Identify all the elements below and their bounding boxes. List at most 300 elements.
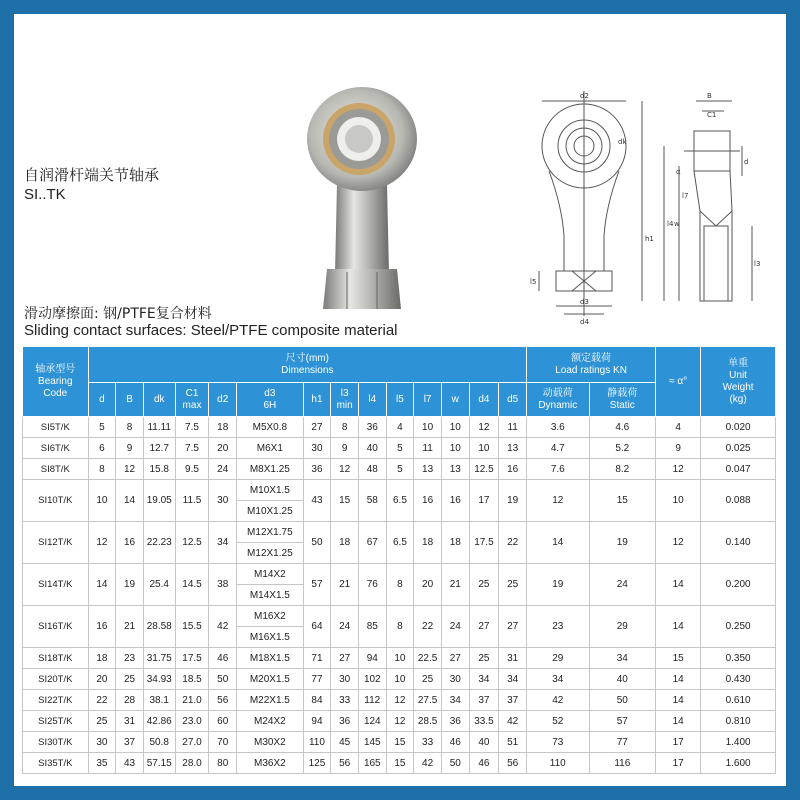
cell-l3: 9 [331,438,359,459]
cell-l5: 12 [386,690,414,711]
cell-d2: 46 [209,648,237,669]
cell-alpha: 4 [656,417,701,438]
page-frame [14,14,786,786]
table-row [23,480,776,501]
cell-alpha: 12 [656,522,701,564]
cell-d: 5 [88,417,116,438]
col-l3: l3 min [331,383,359,417]
cell-code: SI30T/K [23,732,89,753]
cell-dk: 31.75 [143,648,175,669]
col-dynamic: 动载荷 Dynamic [527,383,589,417]
cell-l3: 56 [331,753,359,774]
cell-code: SI20T/K [23,669,89,690]
cell-l4: 85 [358,606,386,648]
cell-d: 14 [88,564,116,606]
cell-l7: 22 [414,606,442,648]
cell-l5: 6.5 [386,480,414,522]
cell-d4: 37 [469,690,499,711]
cell-d2: 60 [209,711,237,732]
cell-l3: 18 [331,522,359,564]
cell-w: 10 [441,438,469,459]
cell-d3: M10X1.5 [237,480,304,501]
cell-w: 21 [441,564,469,606]
cell-stat: 15 [589,480,656,522]
cell-code: SI12T/K [23,522,89,564]
cell-weight: 0.810 [701,711,776,732]
cell-alpha: 14 [656,564,701,606]
cell-h1: 64 [303,606,331,648]
cell-code: SI35T/K [23,753,89,774]
cell-dyn: 73 [527,732,589,753]
cell-l3: 30 [331,669,359,690]
cell-l5: 8 [386,564,414,606]
col-C1: C1 max [175,383,209,417]
cell-dk: 12.7 [143,438,175,459]
cell-l3: 27 [331,648,359,669]
cell-l4: 40 [358,438,386,459]
cell-d: 8 [88,459,116,480]
label-B: B [707,92,712,100]
cell-d2: 80 [209,753,237,774]
cell-w: 16 [441,480,469,522]
cell-h1: 71 [303,648,331,669]
table-row [23,459,776,480]
cell-w: 13 [441,459,469,480]
cell-dk: 42.86 [143,711,175,732]
cell-d3: M24X2 [237,711,304,732]
col-l7: l7 [414,383,442,417]
cell-dk: 25.4 [143,564,175,606]
cell-d: 25 [88,711,116,732]
angle-header: ≈ α° [656,347,701,417]
cell-dk: 11.11 [143,417,175,438]
spec-table-head [23,347,776,417]
cell-l4: 58 [358,480,386,522]
cell-dyn: 23 [527,606,589,648]
cell-dk: 22.23 [143,522,175,564]
label-alpha: α [676,168,681,176]
cell-B: 19 [116,564,144,606]
cell-B: 25 [116,669,144,690]
cell-stat: 40 [589,669,656,690]
cell-C1: 12.5 [175,522,209,564]
cell-l7: 27.5 [414,690,442,711]
cell-l4: 94 [358,648,386,669]
cell-C1: 7.5 [175,438,209,459]
cell-B: 28 [116,690,144,711]
cell-d5: 51 [499,732,527,753]
cell-alpha: 14 [656,690,701,711]
cell-d2: 34 [209,522,237,564]
cell-w: 46 [441,732,469,753]
cell-stat: 24 [589,564,656,606]
cell-C1: 28.0 [175,753,209,774]
cell-d4: 34 [469,669,499,690]
cell-d2: 56 [209,690,237,711]
cell-w: 10 [441,417,469,438]
cell-C1: 27.0 [175,732,209,753]
cell-code: SI8T/K [23,459,89,480]
cell-l4: 48 [358,459,386,480]
label-w: w [674,220,680,228]
cell-stat: 50 [589,690,656,711]
cell-alpha: 17 [656,753,701,774]
cell-C1: 17.5 [175,648,209,669]
cell-l3: 33 [331,690,359,711]
cell-d3: M18X1.5 [237,648,304,669]
cell-dk: 38.1 [143,690,175,711]
cell-B: 8 [116,417,144,438]
cell-l4: 145 [358,732,386,753]
weight-header: 单重 Unit Weight (kg) [701,347,776,417]
cell-code: SI16T/K [23,606,89,648]
cell-d4: 25 [469,648,499,669]
spec-table-body [23,417,776,774]
cell-code: SI14T/K [23,564,89,606]
cell-d: 30 [88,732,116,753]
cell-l7: 25 [414,669,442,690]
cell-l5: 15 [386,732,414,753]
col-h1: h1 [303,383,331,417]
cell-d2: 70 [209,732,237,753]
cell-d4: 10 [469,438,499,459]
cell-l7: 18 [414,522,442,564]
cell-alpha: 15 [656,648,701,669]
cell-d3: M14X2 [237,564,304,585]
cell-d4: 46 [469,753,499,774]
cell-l7: 11 [414,438,442,459]
cell-stat: 4.6 [589,417,656,438]
cell-h1: 94 [303,711,331,732]
cell-B: 14 [116,480,144,522]
label-d2: d2 [580,92,589,100]
cell-weight: 0.047 [701,459,776,480]
col-static: 静载荷 Static [589,383,656,417]
cell-d: 20 [88,669,116,690]
cell-l3: 45 [331,732,359,753]
cell-C1: 11.5 [175,480,209,522]
cell-alpha: 10 [656,480,701,522]
cell-d3: M20X1.5 [237,669,304,690]
cell-C1: 18.5 [175,669,209,690]
cell-l5: 5 [386,438,414,459]
cell-h1: 27 [303,417,331,438]
cell-code: SI5T/K [23,417,89,438]
cell-l4: 36 [358,417,386,438]
sliding-surface-cn: 滑动摩擦面: 钢/PTFE复合材料 [24,306,212,322]
cell-d: 6 [88,438,116,459]
table-row [23,648,776,669]
cell-l5: 15 [386,753,414,774]
cell-l5: 10 [386,648,414,669]
cell-h1: 36 [303,459,331,480]
cell-d4: 25 [469,564,499,606]
cell-l7: 10 [414,417,442,438]
cell-stat: 5.2 [589,438,656,459]
cell-l5: 6.5 [386,522,414,564]
cell-d4: 17.5 [469,522,499,564]
cell-w: 18 [441,522,469,564]
table-row [23,438,776,459]
cell-w: 27 [441,648,469,669]
cell-d4: 27 [469,606,499,648]
cell-h1: 50 [303,522,331,564]
spec-table [22,346,776,774]
cell-dk: 34.93 [143,669,175,690]
col-d3: d3 6H [237,383,304,417]
cell-stat: 116 [589,753,656,774]
cell-code: SI18T/K [23,648,89,669]
cell-l4: 76 [358,564,386,606]
cell-h1: 84 [303,690,331,711]
dimensions-header: 尺寸(mm) Dimensions [88,347,526,383]
cell-alpha: 17 [656,732,701,753]
label-l5: l5 [530,278,537,286]
cell-h1: 77 [303,669,331,690]
cell-l5: 12 [386,711,414,732]
label-h1: h1 [645,235,654,243]
cell-l5: 5 [386,459,414,480]
cell-d5: 11 [499,417,527,438]
cell-w: 24 [441,606,469,648]
label-l7: l7 [682,192,689,200]
cell-dyn: 34 [527,669,589,690]
cell-alpha: 14 [656,711,701,732]
cell-d3: M10X1.25 [237,501,304,522]
cell-weight: 1.600 [701,753,776,774]
product-title-en: SI..TK [24,186,66,203]
cell-d2: 38 [209,564,237,606]
cell-code: SI6T/K [23,438,89,459]
table-row [23,711,776,732]
cell-dyn: 14 [527,522,589,564]
cell-C1: 14.5 [175,564,209,606]
cell-dyn: 19 [527,564,589,606]
cell-h1: 43 [303,480,331,522]
col-l5: l5 [386,383,414,417]
cell-l3: 8 [331,417,359,438]
cell-l3: 12 [331,459,359,480]
technical-drawing [524,86,774,326]
cell-weight: 0.020 [701,417,776,438]
col-w: w [441,383,469,417]
cell-d2: 50 [209,669,237,690]
cell-B: 9 [116,438,144,459]
cell-w: 50 [441,753,469,774]
cell-weight: 0.025 [701,438,776,459]
cell-dyn: 3.6 [527,417,589,438]
cell-weight: 0.088 [701,480,776,522]
rod-end-photo [297,84,427,314]
cell-l3: 36 [331,711,359,732]
cell-dyn: 110 [527,753,589,774]
cell-stat: 19 [589,522,656,564]
table-row [23,564,776,585]
cell-dyn: 4.7 [527,438,589,459]
product-title-cn: 自润滑杆端关节轴承 [24,166,160,184]
cell-w: 36 [441,711,469,732]
cell-d4: 12.5 [469,459,499,480]
cell-l7: 33 [414,732,442,753]
cell-d: 16 [88,606,116,648]
cell-weight: 0.140 [701,522,776,564]
cell-d2: 20 [209,438,237,459]
cell-d3: M16X2 [237,606,304,627]
cell-l5: 4 [386,417,414,438]
cell-d5: 31 [499,648,527,669]
cell-d: 35 [88,753,116,774]
cell-l7: 16 [414,480,442,522]
cell-d4: 40 [469,732,499,753]
cell-C1: 21.0 [175,690,209,711]
cell-dyn: 7.6 [527,459,589,480]
cell-C1: 7.5 [175,417,209,438]
table-row [23,522,776,543]
cell-d4: 12 [469,417,499,438]
cell-d: 22 [88,690,116,711]
cell-dyn: 42 [527,690,589,711]
cell-l7: 22.5 [414,648,442,669]
cell-code: SI25T/K [23,711,89,732]
cell-d: 10 [88,480,116,522]
col-d2: d2 [209,383,237,417]
cell-h1: 30 [303,438,331,459]
cell-B: 16 [116,522,144,564]
cell-C1: 15.5 [175,606,209,648]
cell-dk: 19.05 [143,480,175,522]
cell-stat: 57 [589,711,656,732]
cell-d5: 42 [499,711,527,732]
col-dk: dk [143,383,175,417]
cell-d5: 16 [499,459,527,480]
cell-d: 12 [88,522,116,564]
cell-B: 23 [116,648,144,669]
cell-l5: 10 [386,669,414,690]
cell-l7: 20 [414,564,442,606]
cell-B: 37 [116,732,144,753]
cell-d3: M12X1.75 [237,522,304,543]
col-code-header: 轴承型号 Bearing Code [23,347,89,417]
cell-alpha: 9 [656,438,701,459]
cell-code: SI22T/K [23,690,89,711]
cell-d2: 42 [209,606,237,648]
cell-weight: 1.400 [701,732,776,753]
cell-l4: 124 [358,711,386,732]
table-row [23,606,776,627]
cell-weight: 0.350 [701,648,776,669]
cell-l7: 42 [414,753,442,774]
cell-d5: 34 [499,669,527,690]
cell-h1: 110 [303,732,331,753]
label-l4: l4 [667,220,674,228]
cell-d5: 13 [499,438,527,459]
cell-d3: M36X2 [237,753,304,774]
cell-d5: 37 [499,690,527,711]
cell-d3: M5X0.8 [237,417,304,438]
col-d4: d4 [469,383,499,417]
cell-dyn: 29 [527,648,589,669]
table-row [23,417,776,438]
table-row [23,669,776,690]
table-row [23,732,776,753]
cell-stat: 8.2 [589,459,656,480]
label-d: d [744,158,749,166]
cell-l3: 15 [331,480,359,522]
cell-d: 18 [88,648,116,669]
cell-w: 30 [441,669,469,690]
cell-weight: 0.200 [701,564,776,606]
col-d: d [88,383,116,417]
label-dk: dk [618,138,627,146]
cell-B: 12 [116,459,144,480]
label-d5: d3 [580,298,589,306]
cell-C1: 9.5 [175,459,209,480]
cell-h1: 125 [303,753,331,774]
cell-l3: 24 [331,606,359,648]
cell-weight: 0.250 [701,606,776,648]
cell-alpha: 12 [656,459,701,480]
cell-l7: 28.5 [414,711,442,732]
col-d5: d5 [499,383,527,417]
cell-d3: M30X2 [237,732,304,753]
cell-dyn: 52 [527,711,589,732]
cell-l4: 165 [358,753,386,774]
cell-B: 43 [116,753,144,774]
cell-alpha: 14 [656,669,701,690]
cell-d4: 17 [469,480,499,522]
label-C1: C1 [707,111,717,119]
cell-d3: M12X1.25 [237,543,304,564]
cell-stat: 34 [589,648,656,669]
cell-d3: M6X1 [237,438,304,459]
cell-dk: 28.58 [143,606,175,648]
cell-d5: 22 [499,522,527,564]
table-row [23,690,776,711]
cell-dyn: 12 [527,480,589,522]
cell-d3: M16X1.5 [237,627,304,648]
cell-d4: 33.5 [469,711,499,732]
col-B: B [116,383,144,417]
cell-l4: 102 [358,669,386,690]
label-d4: d4 [580,318,589,326]
cell-w: 34 [441,690,469,711]
table-row [23,753,776,774]
cell-d2: 18 [209,417,237,438]
cell-stat: 29 [589,606,656,648]
cell-C1: 23.0 [175,711,209,732]
cell-d5: 25 [499,564,527,606]
cell-d2: 30 [209,480,237,522]
cell-B: 21 [116,606,144,648]
cell-dk: 50.8 [143,732,175,753]
cell-stat: 77 [589,732,656,753]
cell-code: SI10T/K [23,480,89,522]
cell-d5: 56 [499,753,527,774]
cell-l3: 21 [331,564,359,606]
cell-d3: M22X1.5 [237,690,304,711]
cell-d5: 27 [499,606,527,648]
sliding-surface-en: Sliding contact surfaces: Steel/PTFE composite material [24,322,398,339]
cell-d3: M8X1.25 [237,459,304,480]
cell-l7: 13 [414,459,442,480]
cell-l5: 8 [386,606,414,648]
cell-l4: 67 [358,522,386,564]
cell-dk: 15.8 [143,459,175,480]
cell-d3: M14X1.5 [237,585,304,606]
cell-weight: 0.430 [701,669,776,690]
cell-alpha: 14 [656,606,701,648]
cell-h1: 57 [303,564,331,606]
